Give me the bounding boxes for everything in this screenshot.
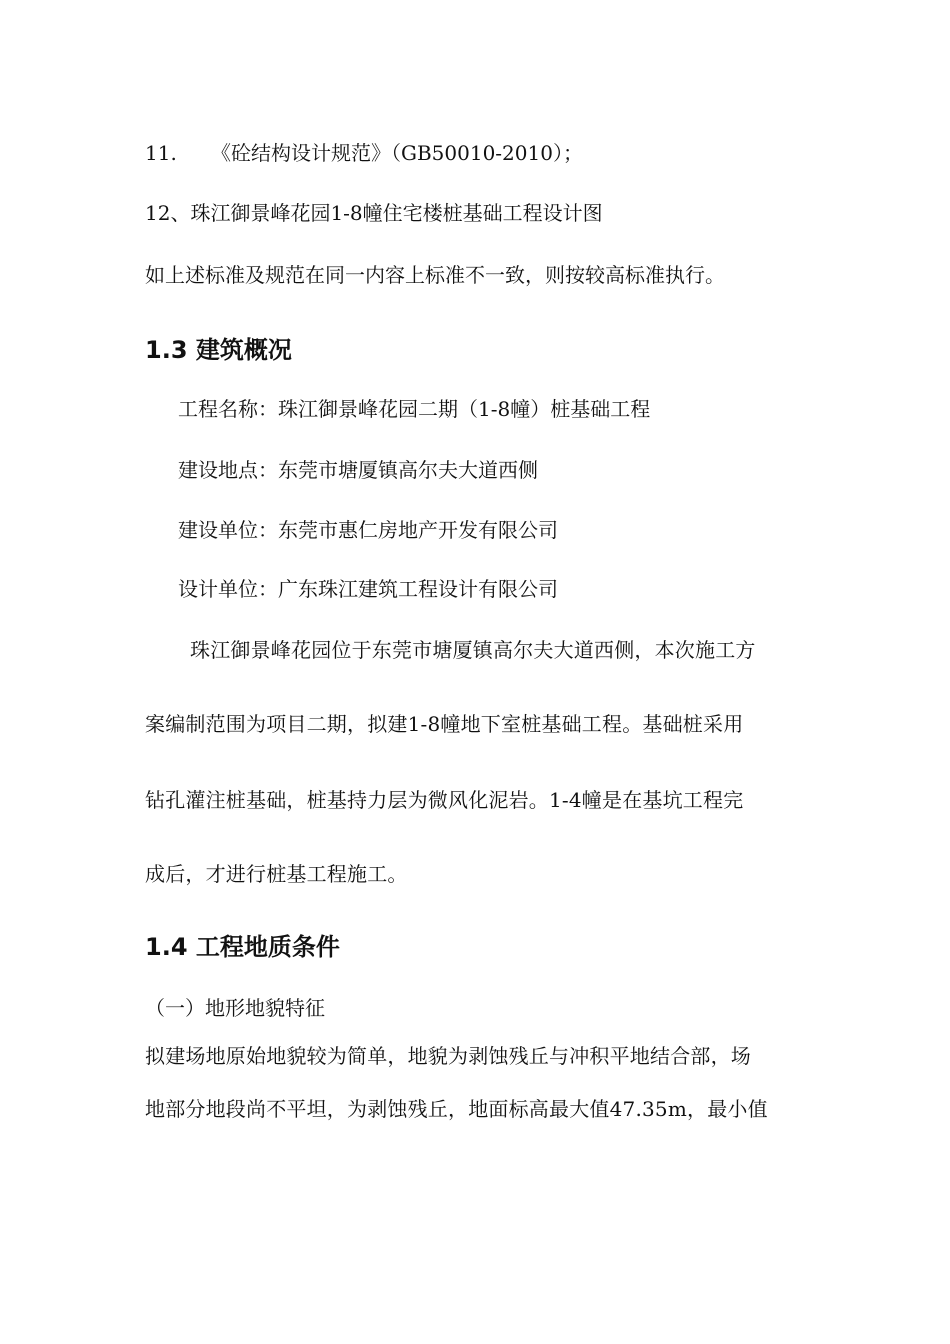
field-value: 珠江御景峰花园二期（1-8幢）桩基础工程 xyxy=(278,397,651,421)
field-label: 设计单位： xyxy=(178,577,278,601)
geology-paragraph-line: 拟建场地原始地貌较为简单，地貌为剥蚀残丘与冲积平地结合部，场 xyxy=(145,1044,751,1068)
geology-paragraph-line: 地部分地段尚不平坦，为剥蚀残丘，地面标高最大值47.35m，最小值 xyxy=(145,1097,768,1121)
field-value: 广东珠江建筑工程设计有限公司 xyxy=(278,577,558,601)
overview-paragraph-line: 案编制范围为项目二期，拟建1-8幢地下室桩基础工程。基础桩采用 xyxy=(145,712,744,736)
section-heading-1-3: 1.3 建筑概况 xyxy=(145,336,292,364)
field-value: 东莞市惠仁房地产开发有限公司 xyxy=(278,518,558,542)
developer-field xyxy=(178,516,558,544)
overview-paragraph-line: 钻孔灌注桩基础，桩基持力层为微风化泥岩。1-4幢是在基坑工程完 xyxy=(145,788,744,812)
field-value: 东莞市塘厦镇高尔夫大道西侧 xyxy=(278,458,538,482)
field-label: 建设单位： xyxy=(178,518,278,542)
reference-number: 12、 xyxy=(145,201,191,225)
field-label: 工程名称： xyxy=(178,397,278,421)
standards-note: 如上述标准及规范在同一内容上标准不一致，则按较高标准执行。 xyxy=(145,263,725,287)
overview-paragraph-line: 成后，才进行桩基工程施工。 xyxy=(145,862,408,886)
subsection-heading: （一）地形地貌特征 xyxy=(145,996,325,1020)
field-label: 建设地点： xyxy=(178,458,278,482)
reference-item-12 xyxy=(145,199,603,227)
reference-text: 《砼结构设计规范》（GB50010-2010）； xyxy=(211,141,583,165)
project-location-field xyxy=(178,456,538,484)
reference-number: 11. xyxy=(145,141,177,165)
project-name-field xyxy=(178,395,650,423)
section-heading-1-4: 1.4 工程地质条件 xyxy=(145,933,340,961)
reference-item-11 xyxy=(145,139,583,167)
reference-text: 珠江御景峰花园1-8幢住宅楼桩基础工程设计图 xyxy=(190,201,603,225)
overview-paragraph-line: 珠江御景峰花园位于东莞市塘厦镇高尔夫大道西侧，本次施工方 xyxy=(190,638,756,662)
designer-field xyxy=(178,575,558,603)
